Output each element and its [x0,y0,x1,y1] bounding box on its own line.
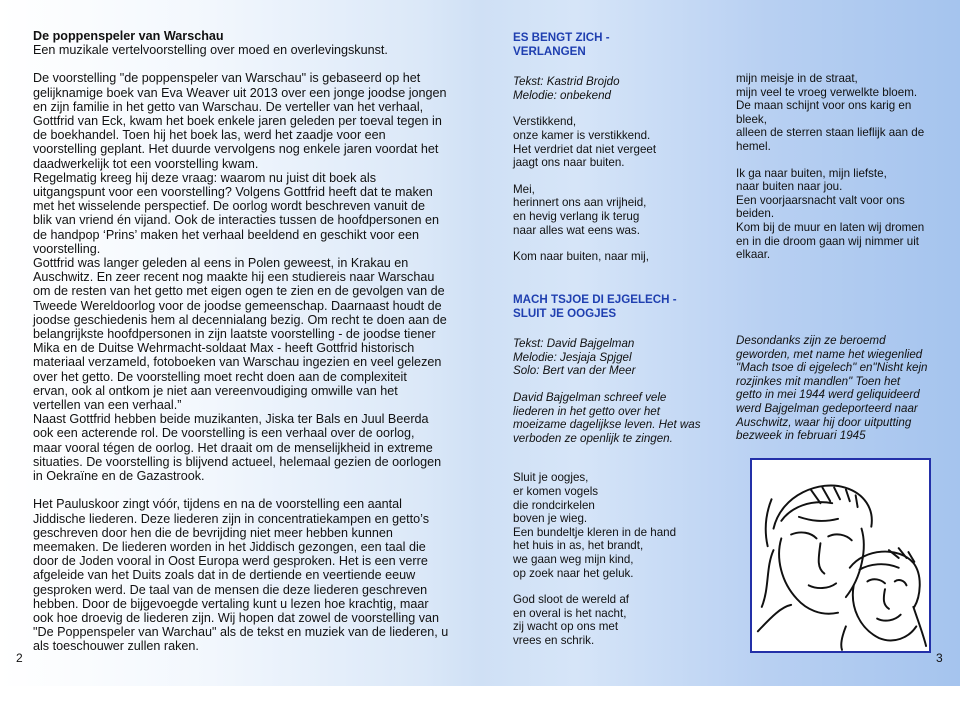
song1-stanza-4: mijn meisje in de straat, mijn veel te vroeg verwelkte bloem. De maan schijnt voor ons karig en bleek, alleen de sterren staan lieflijk aan de hemel. [736,72,925,153]
song2-column-2 [736,334,948,443]
article-paragraph-2: Het Pauluskoor zingt vóór, tijdens en na de voorstelling een aantal Jiddische liederen. Deze liederen zijn in concentratiekampen en getto’s geschreven door hen die de bevrijding niet meer hebben kunnen meemaken. De liederen worden in het Jiddisch gezongen, een taal die door de Joden vooral in Oost Europa werd gesproken. Het is een verre afgeleide van het Duits zoals dat in de dertiende en veertiende eeuw gesproken werd. De taal van de mensen die deze liederen geschreven hebben. Door de bijgevoegde vertaling kunt u lezen hoe krachtig, maar ook hoe droevig de liederen zijn. Wij hopen dat zowel de voorstelling van "De Poppenspeler van Warchau" als de tekst en muziek van de liederen, u als toeschouwer zullen raken. [33,497,449,654]
article-title: De poppenspeler van Warschau [33,29,224,43]
song2-title: MACH TSJOE DI EJGELECH - SLUIT JE OOGJES [513,293,677,320]
page-number-right: 3 [936,651,943,665]
song2-stanza-1: Sluit je oogjes, er komen vogels die rondcirkelen boven je wieg. Een bundeltje kleren in de hand het huis in as, het brandt, we gaan weg mijn kind, op zoek naar het geluk. [513,471,677,580]
left-page [33,29,463,654]
song1-stanza-2: Mei, herinnert ons aan vrijheid, en hevig verlang ik terug naar alles wat eens was. [513,182,647,237]
song2-stanza-2: God sloot de wereld af en overal is het nacht, zij wacht op ons met vrees en schrik. [513,593,630,647]
song1-stanza-5: Ik ga naar buiten, mijn liefste, naar buiten naar jou. Een voorjaarsnacht valt voor ons beiden. Kom bij de muur en laten wij dromen en in die droom gaan wij nimmer uit elkaar. [736,166,925,262]
page-number-left: 2 [16,651,23,665]
song2-note: David Bajgelman schreef vele liederen in het getto over het moeizame dagelijkse leven. Het was verboden ze openlijk te zingen. [513,390,701,445]
article-subtitle: Een muzikale vertelvoorstelling over moed en overlevingskunst. [33,43,388,58]
song1-title: ES BENGT ZICH - VERLANGEN [513,31,610,58]
song1-column-1 [513,31,728,264]
song2-column-1 [513,293,728,647]
song1-stanza-1: Verstikkend, onze kamer is verstikkend. Het verdriet dat niet vergeet jaagt ons naar buiten. [513,115,657,170]
song1-column-2 [736,72,946,262]
faces-sketch-icon [752,460,929,651]
song2-note-continued: Desondanks zijn ze beroemd geworden, met name het wiegenlied "Mach tsoe di ejgelech" en"Nisht kejn rozjinkes mit mandlen" Toen het getto in mei 1944 werd geliquideerd werd Bajgelman gedeporteerd naar Auschwitz, waar hij door uitputting bezweek in februari 1945 [736,334,928,443]
sketch-illustration [750,458,931,653]
song1-stanza-3: Kom naar buiten, naar mij, [513,250,649,264]
song1-credits: Tekst: Kastrid Brojdo Melodie: onbekend [513,75,620,102]
song2-credits: Tekst: David Bajgelman Melodie: Jesjaja Spjgel Solo: Bert van der Meer [513,337,636,378]
article-paragraph-1: De voorstelling "de poppenspeler van Warschau" is gebaseerd op het gelijknamige boek van Eva Weaver uit 2013 over een jonge joodse jongen en zijn familie in het getto van Warschau. De verteller van het verhaal, Gottfrid van Eck, kwam het boek enkele jaren geleden per toeval tegen in de boekhandel. Toen hij het boek las, werd het zaadje voor een voorstelling geplant. Het duurde vervolgens nog enkele jaren voordat het daadwerkelijk tot een voorstelling kwam. Regelmatig kreeg hij deze vraag: waarom nu juist dit boek als uitgangspunt voor een voorstelling? Volgens Gottfrid heeft dat te maken met het wisselende perspectief. De oorlog wordt beschreven vanuit de blik van vriend én vijand. Ook de interacties tussen de hoofdpersonen en de handpop ‘Prins’ maken het verhaal beeldend en geschikt voor een voorstelling. Gottfrid was langer geleden al eens in Polen geweest, in Krakau en Auschwitz. En zeer recent nog maakte hij een studiereis naar Warschau om de resten van het getto met eigen ogen te zien en de gevolgen van de Tweede Wereldoorlog voor de joodse gemeenschap. Daarnaast houdt de joodse geschiedenis hem al decennialang bezig. Om recht te doen aan de belangrijkste hoofdpersonen in zijn laatste voorstelling - de joodse tiener Mika en de Duitse Wehrmacht-soldaat Max - heeft Gottfrid historisch materiaal verzameld, fotoboeken van Warschau ingezien en veel gelezen over het getto. De voorstelling moet recht doen aan de complexiteit ervan, ook al ontkom je niet aan vereenvoudiging omwille van het vertellen van een verhaal.” Naast Gottfrid hebben beide muzikanten, Jiska ter Bals en Juul Beerda ook een acterende rol. De voorstelling is een verhaal over de oorlog, maar vooral tégen de oorlog. Het draait om de menselijkheid in extreme situaties. De voorstelling is blijvend actueel, helemaal gezien de oorlogen in Oekraïne en de Gazastrook. [33,71,447,484]
